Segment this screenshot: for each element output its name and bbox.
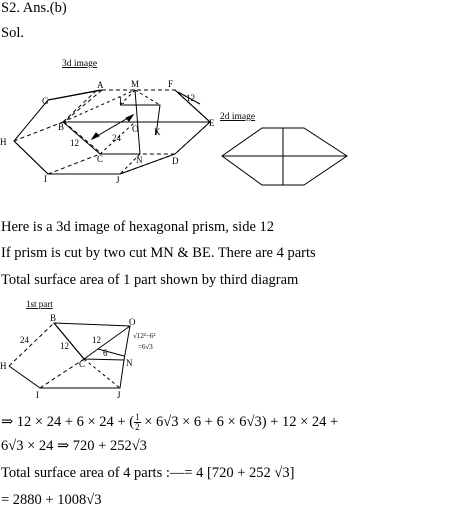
label-F: F — [168, 79, 174, 89]
p2-dim-12a: 12 — [60, 341, 69, 351]
label-D: D — [172, 156, 179, 166]
text-line-2: If prism is cut by two cut MN & BE. There are 4 parts — [1, 245, 316, 261]
label-O: O — [132, 124, 139, 134]
eq1-part2: × 6√3 × 6 + 6 × 6√3) + 12 × 24 + — [140, 413, 339, 430]
p2-dim-6: 6 — [103, 348, 108, 358]
label-J: J — [116, 175, 120, 185]
equation-line-1 — [1, 413, 338, 432]
p2-label-O: O — [129, 317, 136, 327]
eq1-part1: ⇒ 12 × 24 + 6 × 24 + ( — [1, 413, 135, 430]
figure1-title-3d: 3d image — [62, 59, 98, 69]
equation-line-2: 6√3 × 24 ⇒ 720 + 252√3 — [1, 438, 147, 454]
label-L: L — [119, 96, 125, 106]
figure2-title: 1st part — [26, 299, 53, 309]
p2-sqrt-expr: √12²−6² — [133, 332, 156, 340]
label-G: G — [42, 96, 49, 106]
label-24: 24 — [112, 133, 121, 143]
p2-label-H: H — [0, 361, 7, 371]
p2-label-I: I — [36, 390, 39, 400]
equation-line-4: = 2880 + 1008√3 — [1, 492, 102, 508]
p2-label-J: J — [117, 390, 121, 400]
solution-label: Sol. — [1, 25, 24, 41]
label-E: E — [209, 118, 215, 128]
p2-sqrt-result: =6√3 — [138, 343, 153, 351]
label-N: N — [136, 155, 143, 165]
label-K: K — [154, 127, 161, 137]
hexagon-2d — [222, 128, 347, 185]
text-line-3: Total surface area of 1 part shown by third diagram — [1, 272, 299, 288]
text-line-1: Here is a 3d image of hexagonal prism, side 12 — [1, 219, 275, 235]
p2-dim-12b: 12 — [92, 335, 101, 345]
label-C: C — [97, 154, 104, 164]
p2-dim-24: 24 — [20, 335, 29, 345]
p2-label-C: C — [79, 359, 86, 369]
figure1-title-2d: 2d image — [220, 112, 256, 122]
prism-3d-diagram — [0, 57, 470, 187]
p2-label-N: N — [126, 358, 133, 368]
label-12-left: 12 — [70, 138, 79, 148]
label-A: A — [97, 80, 104, 90]
frac-denominator: 2 — [135, 422, 140, 432]
first-part-diagram — [0, 296, 180, 401]
label-M: M — [131, 79, 140, 89]
label-H: H — [0, 137, 7, 147]
label-B: B — [58, 122, 65, 132]
frac-numerator: 1 — [135, 412, 140, 422]
label-I: I — [44, 174, 47, 184]
p2-label-B: B — [50, 313, 57, 323]
label-12-top: 12 — [186, 93, 195, 103]
equation-line-3: Total surface area of 4 parts :—= 4 [720 + 252 √3] — [1, 465, 295, 481]
answer-heading: S2. Ans.(b) — [1, 0, 67, 16]
